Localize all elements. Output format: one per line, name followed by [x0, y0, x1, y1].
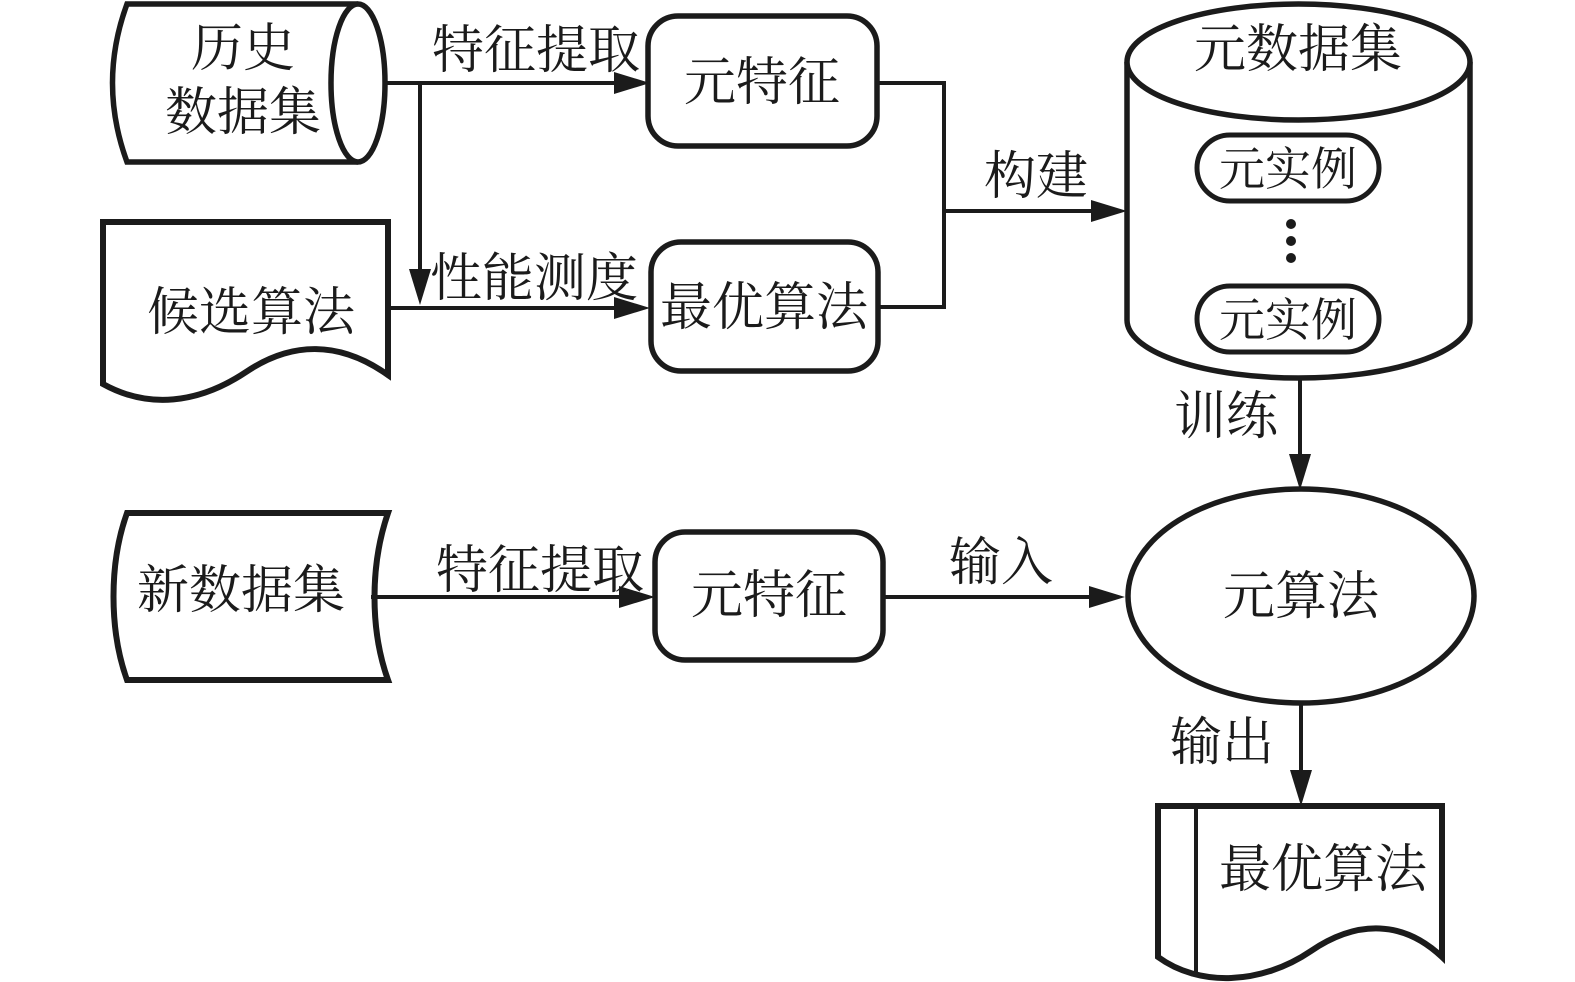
node-optimal-algorithm-top: [651, 242, 878, 371]
new-dataset-label: 新数据集: [136, 561, 346, 621]
meta-dataset-title: 元数据集: [1193, 20, 1403, 80]
edge-feature-extraction-top: [385, 21, 650, 94]
construct-label: 构建: [983, 147, 1089, 207]
input-label: 输入: [948, 533, 1054, 593]
node-historical-dataset: [113, 4, 386, 162]
node-optimal-algorithm-output: [1158, 806, 1442, 978]
node-candidate-algorithms: [103, 222, 388, 400]
construct-arrowhead: [1091, 200, 1127, 222]
meta-instance-top-label: 元实例: [1219, 142, 1357, 196]
ellipsis-dot-2: [1286, 236, 1296, 246]
train-arrowhead: [1289, 454, 1311, 490]
node-meta-features-bottom: [655, 532, 883, 660]
historical-dataset-end-cap: [331, 4, 385, 162]
edge-performance-measure: [388, 249, 650, 319]
edge-dataset-to-performance: [409, 83, 431, 305]
edge-train: [1174, 378, 1311, 490]
node-meta-features-top: [648, 16, 877, 146]
historical-dataset-label-line1: 历史: [190, 19, 296, 79]
meta-features-bottom-label: 元特征: [690, 566, 848, 626]
node-meta-algorithm: [1128, 489, 1474, 703]
meta-features-top-label: 元特征: [683, 53, 841, 113]
performance-measure-label: 性能测度: [429, 249, 639, 309]
meta-instance-bottom-label: 元实例: [1219, 293, 1357, 347]
optimal-algorithm-top-label: 最优算法: [659, 278, 869, 338]
historical-dataset-label-line2: 数据集: [164, 83, 322, 143]
edge-construct: [877, 83, 1127, 307]
edge-feature-extraction-bottom: [371, 541, 655, 608]
optimal-algorithm-output-label: 最优算法: [1218, 840, 1428, 900]
branch-down-arrowhead: [409, 269, 431, 305]
edge-input: [883, 533, 1125, 608]
node-meta-dataset: [1127, 4, 1470, 378]
construct-collector-line: [877, 83, 944, 307]
edge-output: [1170, 703, 1312, 806]
candidate-algorithms-label: 候选算法: [146, 283, 356, 343]
node-new-dataset: [114, 513, 389, 680]
input-arrowhead: [1089, 586, 1125, 608]
ellipsis-dot-1: [1286, 219, 1296, 229]
feature-extraction-top-label: 特征提取: [431, 21, 641, 81]
meta-algorithm-label: 元算法: [1222, 567, 1380, 627]
feature-extraction-bottom-label: 特征提取: [435, 541, 645, 601]
output-label: 输出: [1169, 713, 1275, 773]
ellipsis-dot-3: [1286, 253, 1296, 263]
train-label: 训练: [1173, 387, 1279, 447]
output-arrowhead: [1290, 770, 1312, 806]
